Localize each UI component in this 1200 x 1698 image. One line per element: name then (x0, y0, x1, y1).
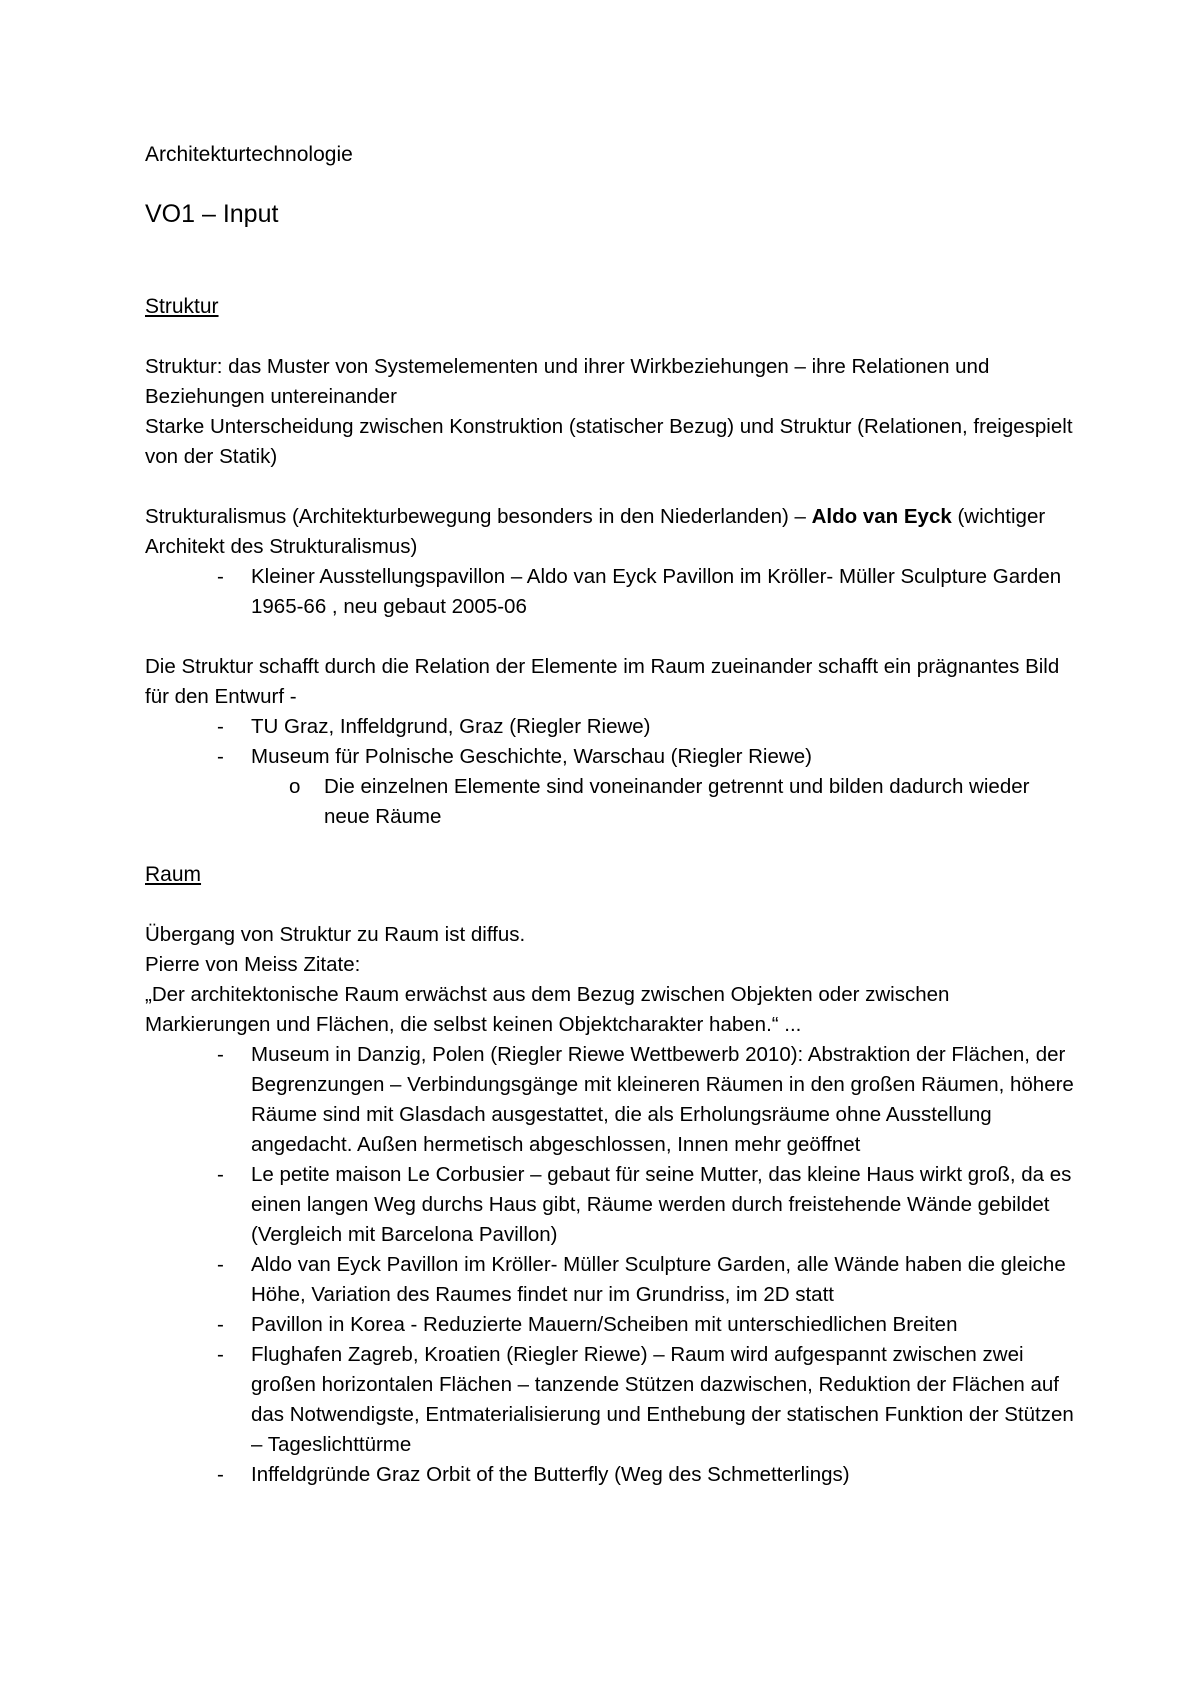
sublist (251, 772, 1075, 832)
paragraph-konstruktion: Starke Unterscheidung zwischen Konstruktion (statischer Bezug) und Struktur (Relationen, freigespielt von der Statik) (145, 415, 1073, 468)
list-item: - Pavillon in Korea - Reduzierte Mauern/Scheiben mit unterschiedlichen Breiten (145, 1310, 1075, 1340)
paragraph-struktur-bild: Die Struktur schafft durch die Relation der Elemente im Raum zueinander schafft ein prägnantes Bild für den Entwurf - (145, 655, 1060, 708)
section-heading-raum: Raum (145, 863, 202, 886)
architect-name: Aldo van Eyck (811, 505, 952, 528)
strukturalismus-text: Strukturalismus (Architekturbewegung besonders in den Niederlanden) – (145, 505, 812, 528)
list-item: - Inffeldgründe Graz Orbit of the Butterfly (Weg des Schmetterlings) (145, 1460, 1075, 1490)
paragraph-uebergang: Übergang von Struktur zu Raum ist diffus. (145, 923, 526, 946)
list-item: - Museum in Danzig, Polen (Riegler Riewe Wettbewerb 2010): Abstraktion der Flächen, der Begrenzungen – Verbindungsgänge mit kleineren Räumen in den großen Räumen, höhere Räume sind mit Glasdach ausgestattet, die als Erholungsräume ohne Ausstellung angedacht. Außen hermetisch abgeschlossen, Innen mehr geöffnet (145, 1040, 1075, 1160)
list-item: - Le petite maison Le Corbusier – gebaut für seine Mutter, das kleine Haus wirkt groß, da es einen langen Weg durchs Haus gibt, Räume werden durch freistehende Wände gebildet (Vergleich mit Barcelona Pavillon) (145, 1160, 1075, 1250)
sublist-item: o Die einzelnen Elemente sind voneinander getrennt und bilden dadurch wieder neue Räume (251, 772, 1075, 832)
list-strukturalismus (145, 562, 1075, 622)
list-item (145, 742, 1075, 832)
lecture-heading: VO1 – Input (145, 200, 279, 228)
paragraph-zitate-intro: Pierre von Meiss Zitate: (145, 953, 361, 976)
list-item: - Flughafen Zagreb, Kroatien (Riegler Riewe) – Raum wird aufgespannt zwischen zwei großen horizontalen Flächen – tanzende Stützen dazwischen, Reduktion der Flächen auf das Notwendigste, Entmaterialisierung und Enthebung der statischen Funktion der Stützen – Tageslichttürme (145, 1340, 1075, 1460)
list-item-text: Museum für Polnische Geschichte, Warschau (Riegler Riewe) (251, 745, 812, 768)
list-raum-examples (145, 1040, 1075, 1490)
paragraph-struktur-definition: Struktur: das Muster von Systemelementen und ihrer Wirkbeziehungen – ihre Relationen und Beziehungen untereinander (145, 355, 990, 408)
list-struktur-examples (145, 712, 1075, 832)
document-title: Architekturtechnologie (145, 143, 353, 166)
strukturalismus-text-end: (wichtiger Architekt des Strukturalismus) (145, 505, 1046, 558)
list-item: - Kleiner Ausstellungspavillon – Aldo van Eyck Pavillon im Kröller- Müller Sculpture Garden 1965-66 , neu gebaut 2005-06 (145, 562, 1075, 622)
paragraph-strukturalismus (145, 502, 1075, 562)
section-heading-struktur: Struktur (145, 295, 219, 318)
paragraph-quote: „Der architektonische Raum erwächst aus dem Bezug zwischen Objekten oder zwischen Markierungen und Flächen, die selbst keinen Objektcharakter haben.“ ... (145, 983, 950, 1036)
list-item: - Aldo van Eyck Pavillon im Kröller- Müller Sculpture Garden, alle Wände haben die gleiche Höhe, Variation des Raumes findet nur im Grundriss, im 2D statt (145, 1250, 1075, 1310)
document-page (145, 140, 1075, 1490)
list-item: - TU Graz, Inffeldgrund, Graz (Riegler Riewe) (145, 712, 1075, 742)
